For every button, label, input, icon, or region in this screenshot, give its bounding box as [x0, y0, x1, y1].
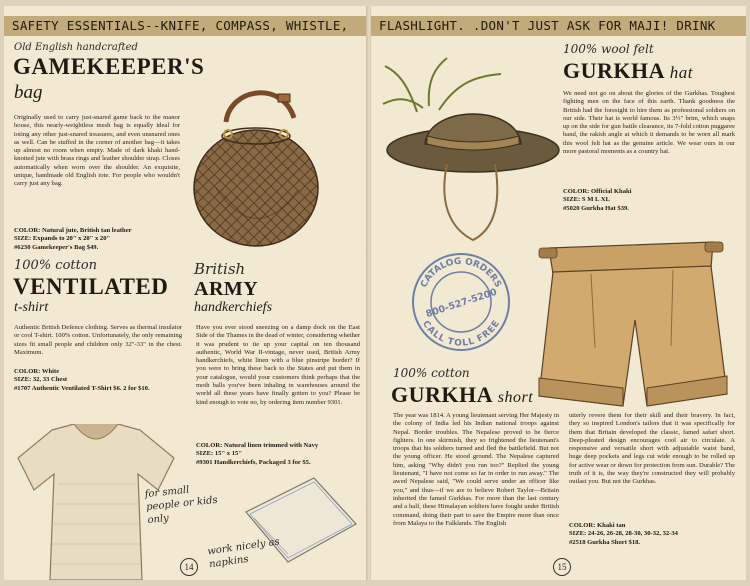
tshirt-tagline: 100% cotton [14, 258, 98, 273]
left-banner: SAFETY ESSENTIALS--KNIFE, COMPASS, WHISTLE, [4, 16, 368, 36]
hanky-specs [196, 442, 364, 467]
right-banner: FLASHLIGHT. .DON'T JUST ASK FOR MAJI! DRINK [371, 16, 746, 36]
tshirt-handwritten-note: for small people or kids only [144, 484, 219, 527]
stamp-bottom-text [420, 319, 502, 349]
bag-order: #6230 Gamekeeper's Bag $49. [14, 243, 99, 251]
mesh-bag-illustration [186, 78, 326, 248]
hat-specs [563, 188, 739, 213]
hanky-color: COLOR: Natural linen trimmed with Navy [196, 442, 319, 449]
bag-specs [14, 227, 184, 252]
hanky-description: Have you ever stood sneezing on a damp dock on the East Side of the Thames in the dead of winter, considering whether it was prudent to tie up your capital on ten thousand authentic, World War II-vintage, never used, British Army handkerchiefs, white linen with a blue pinstripe border? If you were to bring these back to the States and put them in your catalogue, would your customers think perhaps that the moth balls you've been inhaling in warehouses around the world all these years have finally gotten to you? Please be kind enough to vote no, by ordering item number 9301. [196, 324, 360, 406]
tshirt-description: Authentic British Defence clothing. Serves as thermal insulator or cool T-shirt. 100% cotton. Unfortunately, the only remaining sizes fit small people and children only 32"-33" in the chest. Maximum. [14, 324, 182, 356]
hat-title-text: GURKHA [563, 58, 664, 83]
bag-description: Originally used to carry just-snared game back to the manor house, this nearly-weightless mesh bag is equally ideal for toting any other just-snared treasures, and even unsnared ones as well. Can be stuffed in the corner of another bag—it takes up almost no room when empty. Made of dark khaki hand-knotted jute with brass rings and leather shoulder strap. Closes automatically when worn over the shoulder. An exquisite, unique, handmade old English tote. For people who wouldn't carry just any bag. [14, 114, 180, 188]
tshirt-order: #1707 Authentic Ventilated T-Shirt $6. 2 for $10. [14, 384, 150, 392]
bag-title: GAMEKEEPER'S [13, 54, 205, 79]
shorts-specs [569, 522, 745, 547]
hanky-subtitle: handkerchiefs [194, 300, 273, 315]
shorts-description-col1: The year was 1814. A young lieutenant serving Her Majesty in the colony of India led his Indian national troops against Nepal. Border troubles. The Nepalese proved to be fierce fighters. In one skirmish, they so frightened the lieutenant's troops that his soldiers turned and fled the battlefield. But not the young officer. He stood ground. The Nepalese captured him, asking "Why didn't you run too?" Replied the young lieutenant, "I have not come so far in order to run away." The awed Nepalese said, "We could serve under an officer like you," and thus—if we are to believe Robert Taylor—Britain inherited the famed Gurkhas. For more than the last century and a half, these Himalayan soldiers have fought under British command, doing their part to save the Empire more than once from Malaya to the Falklands. The English [393, 412, 559, 527]
stamp-top-path: CATALOG ORDERS [419, 256, 503, 290]
hanky-tagline: British [194, 260, 246, 278]
hanky-order: #9301 Handkerchiefs, Packaged 3 for $5. [196, 458, 311, 466]
shorts-size: SIZE: 24-26, 26-28, 28-30, 30-32, 32-34 [569, 530, 678, 538]
shorts-tagline: 100% cotton [393, 366, 470, 380]
tshirt-size: SIZE: 32, 33 Chest [14, 376, 68, 384]
gurkha-hat-illustration [377, 52, 567, 248]
shorts-description-col2: utterly revere them for their skill and their bravery. In fact, they so inspired London's tailors that it was specifically for them that Britain developed the classic, famed safari short. Deep-pleated design encourages cool air to circulate. A responsive and versatile short with adjustable waist band, huge deep pockets and legs cut wide enough to be rolled up for active wear or down for protection from sun. Durable? The truth of it is, the way they're constructed they will probably outlast you. But not the Gurkhas. [569, 412, 735, 486]
stamp-top-text [419, 257, 502, 289]
tshirt-color: COLOR: White [14, 368, 60, 375]
hanky-title: ARMY [194, 278, 259, 300]
bag-subtitle: bag [14, 82, 43, 103]
hat-tagline: 100% wool felt [563, 42, 654, 56]
gurkha-shorts-illustration [531, 228, 731, 414]
hat-size: SIZE: S M L XL [563, 196, 610, 204]
tshirt-specs [14, 368, 189, 393]
shorts-order: #2518 Gurkha Short $18. [569, 538, 641, 546]
hat-description: We need not go on about the glories of the Gurkhas. Toughest fighting men on the face of this earth. Thank goodness the British had the foresight to hire them as professional soldiers on our side. Their hat is world famous. Its 3½" brim, which snaps up on the side for gun battle clearance, its 7-fold cotton puggaree band, the rakish angle at which it demands to be worn all mark this wool felt hat as the genuine article. We wear ours in our more pastoral moments as a country hat. [563, 90, 735, 156]
bag-color: COLOR: Natural jute, British tan leather [14, 227, 132, 234]
hanky-handwritten-note: work nicely as napkins [206, 536, 281, 571]
tshirt-title: VENTILATED [13, 274, 169, 299]
hanky-size: SIZE: 15" x 15" [196, 450, 242, 458]
bag-tagline: Old English handcrafted [14, 42, 138, 53]
shorts-title [391, 382, 533, 408]
shorts-color: COLOR: Khaki tan [569, 522, 626, 529]
stamp-bottom-path: CALL TOLL FREE [420, 319, 502, 349]
hat-subtitle: hat [669, 63, 694, 82]
shorts-title-text: GURKHA [391, 382, 492, 407]
left-page [4, 6, 368, 580]
tshirt-subtitle: t-shirt [14, 300, 49, 315]
right-page-number: 15 [553, 558, 571, 576]
bag-size: SIZE: Expands to 20" x 20" x 20" [14, 235, 111, 243]
hat-order: #5020 Gurkha Hat $39. [563, 204, 629, 212]
hat-color: COLOR: Official Khaki [563, 188, 632, 195]
shorts-subtitle: short [497, 389, 534, 406]
left-page-number: 14 [180, 558, 198, 576]
toll-free-stamp [409, 250, 513, 354]
hat-title [563, 58, 693, 84]
stamp-phone: 800-527-5200 [424, 286, 499, 321]
right-page [370, 6, 746, 580]
